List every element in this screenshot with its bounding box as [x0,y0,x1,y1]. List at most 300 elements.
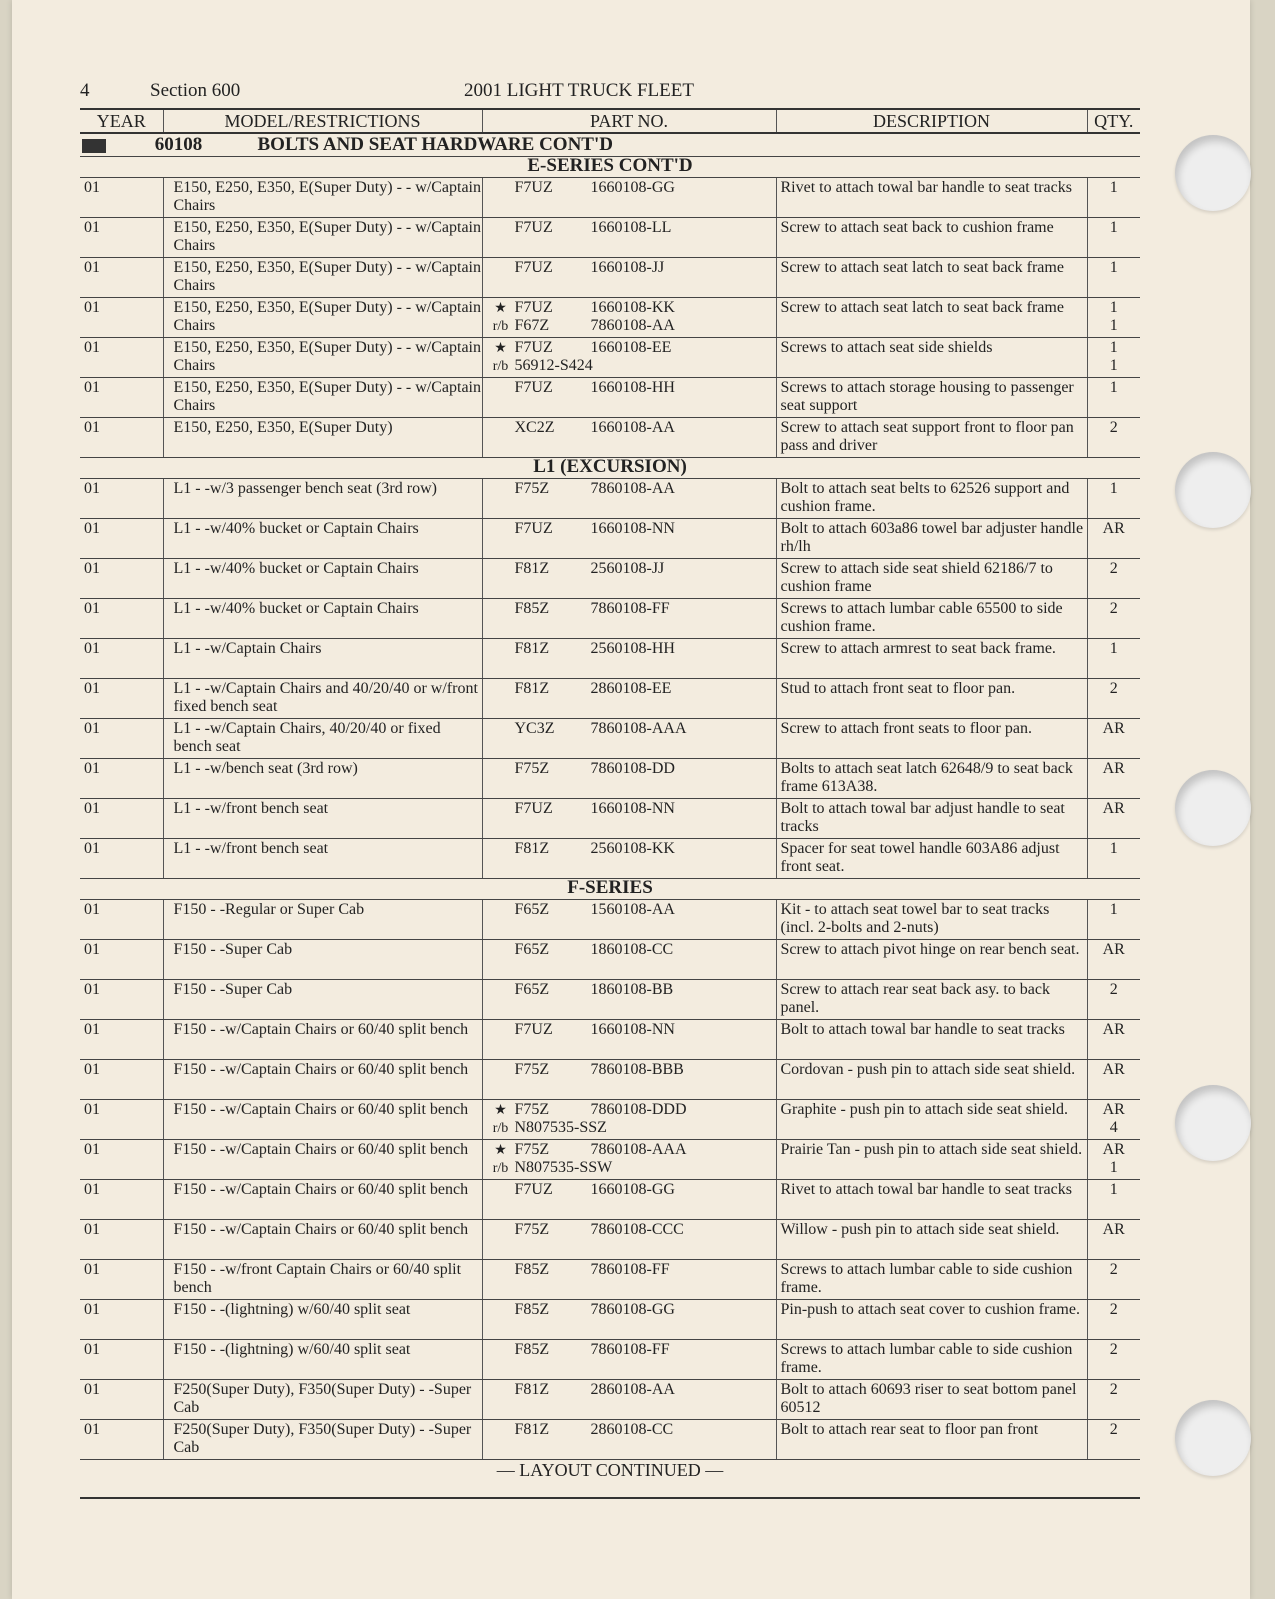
part-number-cell [482,418,776,458]
part-prefix: F75Z [514,1101,550,1118]
part-prefix: N807535-SSW [514,1159,613,1176]
part-number-cell [482,178,776,218]
description-cell: Screw to attach rear seat back asy. to back panel. [776,980,1087,1020]
part-number-line [487,1181,776,1199]
binder-hole [1175,1400,1251,1476]
description-cell: Bolt to attach 60693 riser to seat bottom panel 60512 [776,1380,1087,1420]
part-number-cell [482,1020,776,1060]
part-prefix: F7UZ [514,179,553,196]
part-prefix: N807535-SSZ [514,1119,607,1136]
table-row [80,479,1140,519]
column-header-qty: QTY. [1087,109,1140,133]
part-prefix: F81Z [514,640,550,657]
part-number-line [487,981,776,999]
binder-hole [1175,1085,1251,1161]
part-prefix: F75Z [514,480,550,497]
part-base-number: 2560108-HH [590,640,675,657]
part-prefix: XC2Z [514,419,555,436]
description-cell: Screws to attach lumbar cable 65500 to side cushion frame. [776,599,1087,639]
part-prefix: F81Z [514,1381,550,1398]
year-cell: 01 [80,900,163,940]
model-cell: F150 - -Super Cab [163,980,482,1020]
part-number-line [487,840,776,858]
part-number-line [487,379,776,397]
qty-value: 1 [1109,901,1118,918]
replaced-by-mark: r/b [492,1161,509,1176]
qty-cell [1087,479,1140,519]
year-cell: 01 [80,799,163,839]
model-cell: F150 - -w/front Captain Chairs or 60/40 split bench [163,1260,482,1300]
qty-value: 2 [1109,680,1118,697]
part-number-cell [482,479,776,519]
year-cell: 01 [80,1020,163,1060]
year-cell: 01 [80,1180,163,1220]
model-cell: F150 - -w/Captain Chairs or 60/40 split bench [163,1060,482,1100]
part-base-number: 7860108-DD [590,760,675,777]
qty-value: 1 [1109,480,1118,497]
table-row [80,940,1140,980]
part-number-line [487,520,776,538]
table-row [80,1260,1140,1300]
part-prefix: F85Z [514,1301,550,1318]
part-base-number: 1660108-NN [590,800,675,817]
qty-value: 4 [1109,1119,1118,1136]
table-row [80,1420,1140,1460]
part-number-line [487,299,776,317]
year-cell: 01 [80,1340,163,1380]
part-number-cell [482,559,776,599]
part-prefix: F7UZ [514,1181,553,1198]
model-cell: L1 - -w/40% bucket or Captain Chairs [163,559,482,599]
part-base-number: 2560108-KK [590,840,675,857]
qty-cell [1087,178,1140,218]
section-title: F-SERIES [80,879,1140,900]
model-cell: L1 - -w/front bench seat [163,799,482,839]
part-number-cell [482,1060,776,1100]
section-label: Section 600 [150,80,241,101]
table-row [80,519,1140,559]
table-row [80,599,1140,639]
page-title: 2001 LIGHT TRUCK FLEET [464,80,694,101]
table-row [80,1380,1140,1420]
part-number-line [487,720,776,738]
year-cell: 01 [80,298,163,338]
description-cell: Bolts to attach seat latch 62648/9 to seat back frame 613A38. [776,759,1087,799]
part-base-number: 2860108-CC [590,1421,674,1438]
year-cell: 01 [80,479,163,519]
description-cell: Screws to attach lumbar cable to side cushion frame. [776,1340,1087,1380]
table-row [80,559,1140,599]
qty-cell [1087,639,1140,679]
part-base-number: 7860108-BBB [590,1061,684,1078]
description-cell: Stud to attach front seat to floor pan. [776,679,1087,719]
qty-cell [1087,218,1140,258]
model-cell: L1 - -w/Captain Chairs [163,639,482,679]
table-row [80,839,1140,879]
part-number-cell [482,679,776,719]
model-cell: F150 - -w/Captain Chairs or 60/40 split bench [163,1220,482,1260]
qty-value: 2 [1109,1301,1118,1318]
part-number-cell [482,1340,776,1380]
part-number-line [487,1421,776,1439]
part-number-line [487,339,776,357]
bottom-rule [80,1497,1140,1499]
qty-cell [1087,679,1140,719]
table-row [80,980,1140,1020]
qty-value: 2 [1109,1261,1118,1278]
year-cell: 01 [80,1260,163,1300]
description-cell: Screw to attach pivot hinge on rear bench seat. [776,940,1087,980]
part-number-line [487,219,776,237]
table-row [80,298,1140,338]
qty-value: 1 [1109,640,1118,657]
part-base-number: 7860108-AA [590,480,675,497]
part-number-cell [482,1140,776,1180]
qty-value: 1 [1109,357,1118,374]
table-row [80,719,1140,759]
table-row [80,639,1140,679]
qty-value: 1 [1109,299,1118,316]
model-cell: L1 - -w/40% bucket or Captain Chairs [163,599,482,639]
model-cell: L1 - -w/3 passenger bench seat (3rd row) [163,479,482,519]
description-cell: Screw to attach seat latch to seat back frame [776,298,1087,338]
qty-value: AR [1102,800,1125,817]
year-cell: 01 [80,980,163,1020]
part-number-line [487,1261,776,1279]
qty-value: 2 [1109,981,1118,998]
replaced-by-mark: r/b [492,1121,509,1136]
model-cell: E150, E250, E350, E(Super Duty) - - w/Captain Chairs [163,298,482,338]
part-prefix: F81Z [514,840,550,857]
part-number-line [487,1341,776,1359]
part-base-number: 7860108-DDD [590,1101,687,1118]
qty-value: AR [1102,1061,1125,1078]
part-base-number: 1860108-CC [590,941,674,958]
part-number-cell [482,1300,776,1340]
part-prefix: F7UZ [514,339,553,356]
model-cell: L1 - -w/front bench seat [163,839,482,879]
part-number-line [487,1101,776,1119]
qty-value: 1 [1109,1159,1118,1176]
qty-cell [1087,1420,1140,1460]
description-cell: Screws to attach storage housing to passenger seat support [776,378,1087,418]
qty-cell [1087,338,1140,378]
qty-cell [1087,378,1140,418]
qty-cell [1087,519,1140,559]
binder-hole [1175,770,1251,846]
star-icon: ★ [494,341,507,356]
qty-value: 2 [1109,1421,1118,1438]
part-prefix: F65Z [514,941,550,958]
replaced-by-mark: r/b [492,319,509,334]
qty-value: 2 [1109,1341,1118,1358]
qty-cell [1087,1060,1140,1100]
section-header-row [80,458,1140,479]
part-base-number: 7860108-AAA [590,1141,687,1158]
part-prefix: F75Z [514,1141,550,1158]
table-row [80,1300,1140,1340]
model-cell: F250(Super Duty), F350(Super Duty) - -Super Cab [163,1420,482,1460]
group-header [80,133,1140,157]
description-cell: Screw to attach side seat shield 62186/7 to cushion frame [776,559,1087,599]
part-number-cell [482,378,776,418]
year-cell: 01 [80,258,163,298]
part-prefix: F65Z [514,981,550,998]
description-cell: Screw to attach seat latch to seat back frame [776,258,1087,298]
part-number-cell [482,839,776,879]
part-base-number: 7860108-GG [590,1301,675,1318]
part-prefix: F67Z [514,317,550,334]
part-base-number: 7860108-FF [590,1341,670,1358]
qty-cell [1087,1300,1140,1340]
part-number-cell [482,298,776,338]
model-cell: E150, E250, E350, E(Super Duty) [163,418,482,458]
part-number-line [487,317,776,335]
part-number-line [487,1301,776,1319]
part-prefix: F7UZ [514,379,553,396]
part-base-number: 7860108-AAA [590,720,687,737]
part-number-cell [482,980,776,1020]
part-number-cell [482,1100,776,1140]
part-number-cell [482,639,776,679]
model-cell: E150, E250, E350, E(Super Duty) - - w/Captain Chairs [163,258,482,298]
part-prefix: F85Z [514,1261,550,1278]
model-cell: E150, E250, E350, E(Super Duty) - - w/Captain Chairs [163,378,482,418]
qty-value: 2 [1109,419,1118,436]
year-cell: 01 [80,940,163,980]
qty-value: AR [1102,520,1125,537]
model-cell: F150 - -w/Captain Chairs or 60/40 split bench [163,1180,482,1220]
part-base-number: 1660108-NN [590,520,675,537]
part-base-number: 2860108-EE [590,680,672,697]
qty-value: 2 [1109,560,1118,577]
part-number-cell [482,900,776,940]
table-row [80,1100,1140,1140]
part-number-cell [482,1380,776,1420]
part-prefix: F75Z [514,1221,550,1238]
part-prefix: F85Z [514,1341,550,1358]
qty-cell [1087,1340,1140,1380]
part-base-number: 1660108-AA [590,419,675,436]
qty-cell [1087,940,1140,980]
model-cell: F150 - -Regular or Super Cab [163,900,482,940]
qty-value: 1 [1109,1181,1118,1198]
part-prefix: F85Z [514,600,550,617]
column-header-row [80,109,1140,133]
description-cell: Pin-push to attach seat cover to cushion frame. [776,1300,1087,1340]
part-number-line [487,1061,776,1079]
description-cell: Bolt to attach towal bar handle to seat tracks [776,1020,1087,1060]
part-base-number: 1660108-GG [590,1181,675,1198]
qty-value: AR [1102,1101,1125,1118]
parts-table [80,108,1140,1460]
model-cell: L1 - -w/40% bucket or Captain Chairs [163,519,482,559]
year-cell: 01 [80,599,163,639]
model-cell: F150 - -(lightning) w/60/40 split seat [163,1300,482,1340]
group-number: 60108 [154,134,203,155]
part-number-cell [482,719,776,759]
group-title: BOLTS AND SEAT HARDWARE CONT'D [257,134,613,155]
section-title: E-SERIES CONT'D [80,157,1140,178]
part-number-cell [482,940,776,980]
part-base-number: 1660108-HH [590,379,675,396]
table-row [80,258,1140,298]
description-cell: Screws to attach seat side shields [776,338,1087,378]
qty-value: 1 [1109,379,1118,396]
qty-value: AR [1102,720,1125,737]
part-prefix: F7UZ [514,800,553,817]
description-cell: Spacer for seat towel handle 603A86 adjust front seat. [776,839,1087,879]
part-base-number: 1660108-JJ [590,259,665,276]
model-cell: F150 - -w/Captain Chairs or 60/40 split bench [163,1020,482,1060]
part-base-number: 7860108-FF [590,1261,670,1278]
table-row [80,178,1140,218]
table-row [80,1340,1140,1380]
table-row [80,1140,1140,1180]
part-number-line [487,600,776,618]
table-row [80,1180,1140,1220]
part-base-number: 1860108-BB [590,981,674,998]
part-base-number: 1660108-GG [590,179,675,196]
description-cell: Screw to attach armrest to seat back frame. [776,639,1087,679]
table-row [80,900,1140,940]
description-cell: Kit - to attach seat towel bar to seat tracks (incl. 2-bolts and 2-nuts) [776,900,1087,940]
year-cell: 01 [80,1140,163,1180]
qty-value: AR [1102,1141,1125,1158]
description-cell: Prairie Tan - push pin to attach side seat shield. [776,1140,1087,1180]
qty-value: AR [1102,760,1125,777]
group-header-row [80,133,1140,157]
year-cell: 01 [80,1300,163,1340]
part-number-line [487,800,776,818]
qty-cell [1087,258,1140,298]
part-number-line [487,1159,776,1177]
table-row [80,338,1140,378]
star-icon: ★ [494,301,507,316]
star-icon: ★ [494,1143,507,1158]
part-base-number: 7860108-CCC [590,1221,684,1238]
qty-value: AR [1102,1021,1125,1038]
model-cell: F150 - -w/Captain Chairs or 60/40 split bench [163,1140,482,1180]
qty-value: 1 [1109,259,1118,276]
part-prefix: F81Z [514,560,550,577]
part-number-line [487,1221,776,1239]
year-cell: 01 [80,418,163,458]
qty-value: AR [1102,1221,1125,1238]
model-cell: L1 - -w/Captain Chairs and 40/20/40 or w/front fixed bench seat [163,679,482,719]
model-cell: E150, E250, E350, E(Super Duty) - - w/Captain Chairs [163,338,482,378]
part-prefix: F7UZ [514,299,553,316]
part-prefix: F7UZ [514,1021,553,1038]
year-cell: 01 [80,338,163,378]
part-number-line [487,1021,776,1039]
description-cell: Screw to attach seat back to cushion frame [776,218,1087,258]
part-number-cell [482,1420,776,1460]
qty-cell [1087,900,1140,940]
qty-cell [1087,759,1140,799]
qty-value: 1 [1109,317,1118,334]
part-base-number: 1660108-EE [590,339,672,356]
part-number-line [487,901,776,919]
part-number-line [487,1141,776,1159]
column-header-model: MODEL/RESTRICTIONS [163,109,482,133]
description-cell: Screws to attach lumbar cable to side cushion frame. [776,1260,1087,1300]
qty-cell [1087,1220,1140,1260]
replaced-by-mark: r/b [492,359,509,374]
binder-hole [1175,452,1251,528]
part-base-number: 1660108-LL [590,219,672,236]
part-base-number: 2560108-JJ [590,560,665,577]
description-cell: Bolt to attach rear seat to floor pan front [776,1420,1087,1460]
table-row [80,679,1140,719]
year-cell: 01 [80,1220,163,1260]
year-cell: 01 [80,1100,163,1140]
qty-cell [1087,1180,1140,1220]
year-cell: 01 [80,178,163,218]
part-number-line [487,259,776,277]
part-prefix: 56912-S424 [514,357,593,374]
year-cell: 01 [80,719,163,759]
part-prefix: F81Z [514,680,550,697]
year-cell: 01 [80,839,163,879]
qty-cell [1087,799,1140,839]
table-row [80,418,1140,458]
qty-cell [1087,1100,1140,1140]
part-number-cell [482,599,776,639]
qty-value: 1 [1109,179,1118,196]
table-row [80,1060,1140,1100]
part-base-number: 7860108-FF [590,600,670,617]
part-number-line [487,560,776,578]
qty-value: 1 [1109,339,1118,356]
part-number-line [487,680,776,698]
year-cell: 01 [80,378,163,418]
qty-value: AR [1102,941,1125,958]
part-base-number: 1660108-KK [590,299,675,316]
part-number-line [487,941,776,959]
part-prefix: F81Z [514,1421,550,1438]
table-row [80,218,1140,258]
section-title: L1 (EXCURSION) [80,458,1140,479]
qty-cell [1087,298,1140,338]
description-cell: Screw to attach seat support front to floor pan pass and driver [776,418,1087,458]
part-base-number: 7860108-AA [590,317,675,334]
part-number-cell [482,218,776,258]
part-prefix: F65Z [514,901,550,918]
part-number-line [487,179,776,197]
part-prefix: YC3Z [514,720,555,737]
year-cell: 01 [80,218,163,258]
qty-cell [1087,418,1140,458]
description-cell: Screw to attach front seats to floor pan. [776,719,1087,759]
group-marker-icon [82,139,106,153]
part-number-line [487,419,776,437]
year-cell: 01 [80,1420,163,1460]
star-icon: ★ [494,1103,507,1118]
model-cell: F150 - -Super Cab [163,940,482,980]
model-cell: E150, E250, E350, E(Super Duty) - - w/Captain Chairs [163,178,482,218]
year-cell: 01 [80,639,163,679]
column-header-description: DESCRIPTION [776,109,1087,133]
description-cell: Bolt to attach seat belts to 62526 support and cushion frame. [776,479,1087,519]
description-cell: Rivet to attach towal bar handle to seat tracks [776,1180,1087,1220]
section-header-row [80,157,1140,178]
layout-continued-note: — LAYOUT CONTINUED — [496,1460,724,1480]
part-number-line [487,760,776,778]
description-cell: Bolt to attach towal bar adjust handle to seat tracks [776,799,1087,839]
qty-cell [1087,980,1140,1020]
part-prefix: F7UZ [514,520,553,537]
